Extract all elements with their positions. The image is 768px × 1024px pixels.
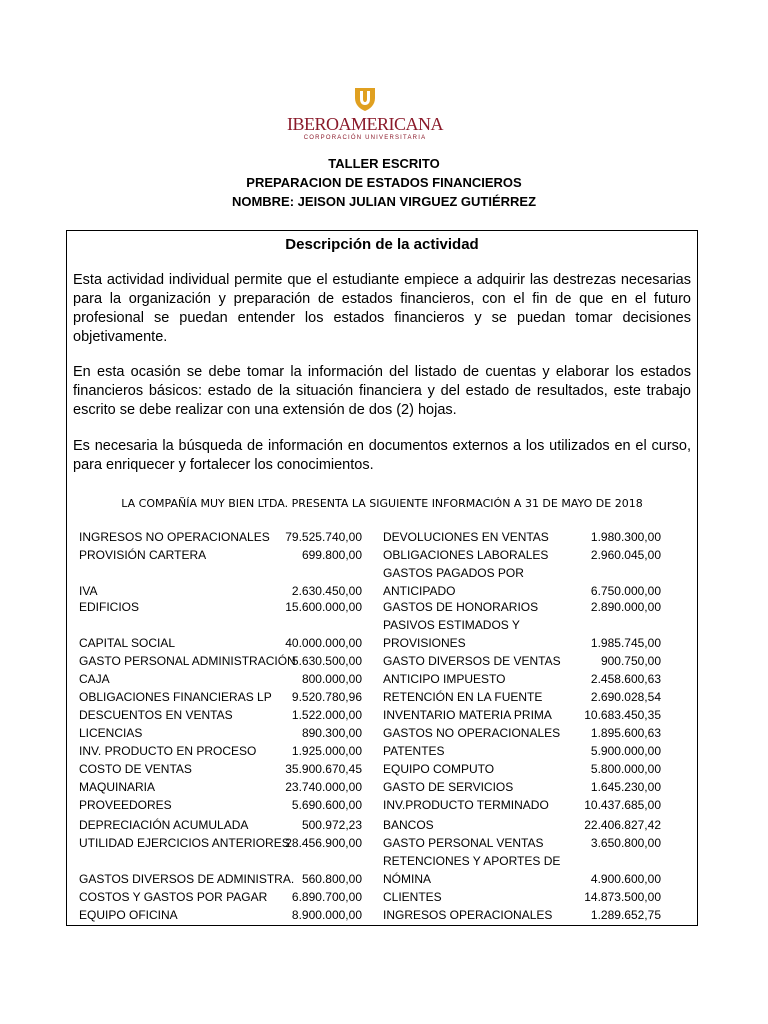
account-value: 890.300,00: [301, 726, 362, 740]
account-value: 1.289.652,75: [590, 908, 661, 922]
account-name: NÓMINA: [383, 872, 431, 886]
account-name: BANCOS: [383, 818, 434, 832]
account-value: 15.600.000,00: [285, 600, 362, 614]
account-value: 8.900.000,00: [291, 908, 362, 922]
account-name: GASTO PERSONAL ADMINISTRACIÓN: [79, 654, 296, 668]
account-name: PROVISIONES: [383, 636, 466, 650]
account-name: OBLIGACIONES LABORALES: [383, 548, 549, 562]
account-name: PROVEEDORES: [79, 798, 172, 812]
account-value: 2.458.600,63: [590, 672, 661, 686]
account-value: 9.520.780,96: [291, 690, 362, 704]
activity-title: Descripción de la actividad: [285, 236, 479, 253]
account-value: 6.750.000,00: [590, 584, 661, 598]
account-name: RETENCIÓN EN LA FUENTE: [383, 690, 543, 704]
account-name: DESCUENTOS EN VENTAS: [79, 708, 233, 722]
account-name: EDIFICIOS: [79, 600, 140, 614]
account-name: DEPRECIACIÓN ACUMULADA: [79, 818, 249, 832]
account-name: PASIVOS ESTIMADOS Y: [383, 618, 520, 632]
account-value: 79.525.740,00: [285, 530, 362, 544]
account-name: GASTOS DE HONORARIOS: [383, 600, 539, 614]
account-name: IVA: [79, 584, 98, 598]
account-value: 560.800,00: [301, 872, 362, 886]
account-value: 22.406.827,42: [584, 818, 661, 832]
account-name: EQUIPO OFICINA: [79, 908, 178, 922]
account-name: GASTOS DIVERSOS DE ADMINISTRA.: [79, 872, 295, 886]
account-value: 5.630.500,00: [291, 654, 362, 668]
account-name: UTILIDAD EJERCICIOS ANTERIORES: [79, 836, 290, 850]
header-student-name: NOMBRE: JEISON JULIAN VIRGUEZ GUTIÉRREZ: [231, 194, 537, 209]
account-name: OBLIGACIONES FINANCIERAS LP: [79, 690, 272, 704]
account-name: INGRESOS OPERACIONALES: [383, 908, 553, 922]
account-name: DEVOLUCIONES EN VENTAS: [383, 530, 549, 544]
account-name: RETENCIONES Y APORTES DE: [383, 854, 561, 868]
account-name: PROVISIÓN CARTERA: [79, 548, 207, 562]
account-value: 1.980.300,00: [590, 530, 661, 544]
account-value: 14.873.500,00: [584, 890, 661, 904]
account-name: GASTO PERSONAL VENTAS: [383, 836, 544, 850]
company-intro: LA COMPAÑÍA MUY BIEN LTDA. PRESENTA LA SIGUIENTE INFORMACIÓN A 31 DE MAYO DE 2018: [121, 497, 643, 510]
account-value: 5.900.000,00: [590, 744, 661, 758]
account-value: 6.890.700,00: [291, 890, 362, 904]
activity-paragraph-1: Esta actividad individual permite que el estudiante empiece a adquirir las destrezas necesarias para la organización y preparación de estados financieros, con el fin de que en el futuro profesional se puedan entender los estados financieros y se puedan tomar decisiones objetivamente.: [73, 272, 691, 345]
account-value: 2.890.000,00: [590, 600, 661, 614]
account-value: 23.740.000,00: [285, 780, 362, 794]
account-value: 10.683.450,35: [584, 708, 661, 722]
account-name: ANTICIPO IMPUESTO: [383, 672, 506, 686]
logo-subtitle: CORPORACIÓN UNIVERSITARIA: [303, 135, 427, 141]
account-name: GASTOS NO OPERACIONALES: [383, 726, 561, 740]
activity-paragraph-2: En esta ocasión se debe tomar la información del listado de cuentas y elaborar los estados financieros básicos: estado de la situación financiera y del estado de resultados, este trabajo escrito se debe realizar con una extensión de dos (2) hojas.: [73, 364, 691, 418]
account-name: INGRESOS NO OPERACIONALES: [79, 530, 270, 544]
account-name: GASTOS PAGADOS POR: [383, 566, 524, 580]
account-value: 10.437.685,00: [584, 798, 661, 812]
account-name: LICENCIAS: [79, 726, 143, 740]
account-name: GASTO DIVERSOS DE VENTAS: [383, 654, 561, 668]
account-value: 3.650.800,00: [590, 836, 661, 850]
account-value: 35.900.670,45: [285, 762, 362, 776]
account-value: 699.800,00: [301, 548, 362, 562]
account-name: COSTO DE VENTAS: [79, 762, 192, 776]
header-title: TALLER ESCRITO: [328, 156, 440, 171]
activity-box: [66, 230, 698, 926]
account-value: 2.690.028,54: [590, 690, 661, 704]
account-name: CAJA: [79, 672, 110, 686]
account-name: CAPITAL SOCIAL: [79, 636, 176, 650]
document-header: [0, 154, 768, 211]
account-value: 4.900.600,00: [590, 872, 661, 886]
account-name: CLIENTES: [383, 890, 442, 904]
account-name: INVENTARIO MATERIA PRIMA: [383, 708, 552, 722]
account-value: 40.000.000,00: [285, 636, 362, 650]
account-name: GASTO DE SERVICIOS: [383, 780, 514, 794]
logo-name: IBEROAMERICANA: [286, 114, 443, 134]
account-value: 800.000,00: [301, 672, 362, 686]
account-name: INV.PRODUCTO TERMINADO: [383, 798, 549, 812]
account-value: 28.456.900,00: [285, 836, 362, 850]
account-name: MAQUINARIA: [79, 780, 156, 794]
account-value: 1.895.600,63: [590, 726, 661, 740]
account-value: 1.985.745,00: [590, 636, 661, 650]
account-value: 500.972,23: [301, 818, 362, 832]
university-logo: [280, 86, 450, 142]
account-value: 1.522.000,00: [291, 708, 362, 722]
account-value: 900.750,00: [600, 654, 661, 668]
account-value: 5.690.600,00: [291, 798, 362, 812]
account-name: EQUIPO COMPUTO: [383, 762, 495, 776]
account-value: 1.645.230,00: [590, 780, 661, 794]
account-name: PATENTES: [383, 744, 445, 758]
shield-emblem-icon: [352, 86, 378, 112]
account-name: ANTICIPADO: [383, 584, 456, 598]
activity-paragraph-3: Es necesaria la búsqueda de información en documentos externos a los utilizados en el curso, para enriquecer y fortalecer los conocimientos.: [73, 438, 691, 473]
account-name: INV. PRODUCTO EN PROCESO: [79, 744, 257, 758]
header-subtitle: PREPARACION DE ESTADOS FINANCIEROS: [246, 175, 522, 190]
account-value: 2.960.045,00: [590, 548, 661, 562]
account-value: 5.800.000,00: [590, 762, 661, 776]
account-value: 1.925.000,00: [291, 744, 362, 758]
account-value: 2.630.450,00: [291, 584, 362, 598]
account-name: COSTOS Y GASTOS POR PAGAR: [79, 890, 268, 904]
